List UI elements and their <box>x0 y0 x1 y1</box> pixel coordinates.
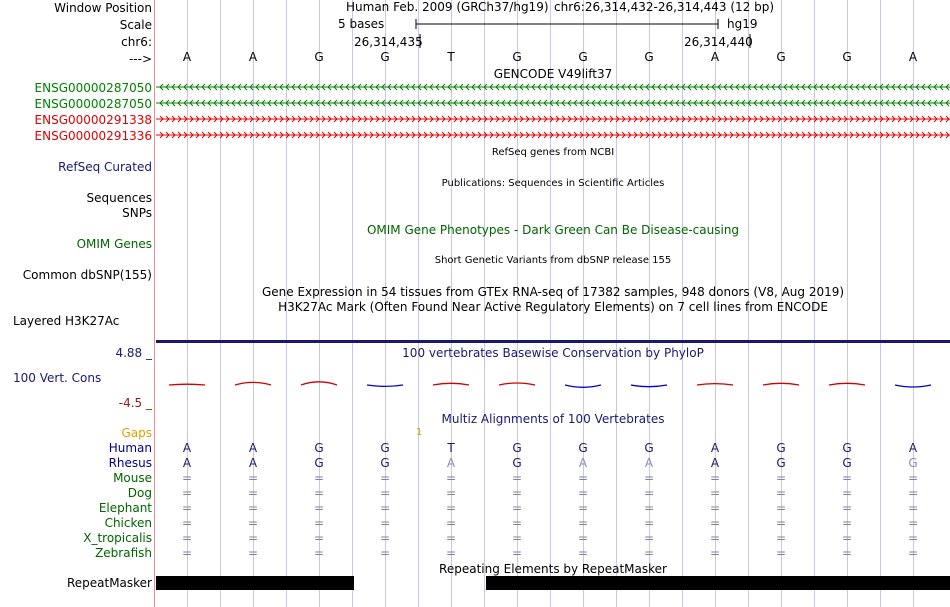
sequence-base: G <box>776 50 786 64</box>
alignment-base: = <box>181 546 193 560</box>
sequence-base: A <box>710 50 720 64</box>
alignment-base: = <box>313 516 325 530</box>
alignment-base: = <box>643 531 655 545</box>
alignment-base: = <box>577 486 589 500</box>
alignment-base: = <box>445 501 457 515</box>
alignment-base: = <box>907 546 919 560</box>
layered-h3k27ac-label[interactable]: Layered H3K27Ac <box>13 314 120 328</box>
alignment-base: = <box>379 516 391 530</box>
alignment-base: T <box>447 441 455 455</box>
scale-bases-text: 5 bases <box>338 17 385 31</box>
coord-left-tick <box>418 34 422 48</box>
scale-db-text: hg19 <box>727 17 758 31</box>
alignment-base: = <box>511 471 523 485</box>
species-label[interactable]: Chicken <box>104 516 152 530</box>
refseq-curated-label[interactable]: RefSeq Curated <box>58 160 152 174</box>
gaps-value: 1 <box>416 427 423 438</box>
alignment-base: = <box>841 531 853 545</box>
position-text[interactable]: chr6:26,314,432-26,314,443 (12 bp) <box>554 0 775 14</box>
sequence-base: A <box>248 50 258 64</box>
cons-min-label: -4.5 _ <box>118 396 152 410</box>
alignment-base: A <box>248 441 258 455</box>
alignment-base: A <box>710 456 720 470</box>
snps-label[interactable]: SNPs <box>122 206 152 220</box>
alignment-base: = <box>577 546 589 560</box>
alignment-base: G <box>776 456 786 470</box>
alignment-base: = <box>775 501 787 515</box>
conservation-plot[interactable] <box>156 370 950 400</box>
alignment-base: A <box>182 441 192 455</box>
alignment-base: A <box>644 456 654 470</box>
alignment-base: A <box>908 441 918 455</box>
repeatmasker-track-title[interactable]: Repeating Elements by RepeatMasker <box>439 562 667 576</box>
alignment-base: A <box>710 441 720 455</box>
species-label[interactable]: X_tropicalis <box>83 531 152 545</box>
omim-genes-label[interactable]: OMIM Genes <box>76 237 152 251</box>
alignment-base: = <box>841 501 853 515</box>
alignment-base: = <box>181 516 193 530</box>
conservation-mark <box>367 385 403 386</box>
gencode-gene-label[interactable]: ENSG00000287050 <box>34 81 152 95</box>
window-position-label: Window Position <box>54 1 152 15</box>
coord-left-text: 26,314,435 <box>354 35 423 49</box>
sequence-base: A <box>182 50 192 64</box>
publications-sequences-label[interactable]: Sequences <box>86 191 152 205</box>
alignment-base: = <box>313 501 325 515</box>
multiz-track-title[interactable]: Multiz Alignments of 100 Vertebrates <box>441 412 665 426</box>
conservation-mark <box>763 383 799 385</box>
alignment-base: = <box>379 531 391 545</box>
alignment-base: = <box>445 516 457 530</box>
alignment-base: A <box>182 456 192 470</box>
alignment-base: = <box>379 501 391 515</box>
alignment-base: = <box>445 486 457 500</box>
alignment-base: = <box>841 486 853 500</box>
scale-label: Scale <box>119 18 152 32</box>
alignment-base: = <box>445 471 457 485</box>
alignment-base: G <box>314 441 324 455</box>
alignment-base: = <box>511 531 523 545</box>
gaps-label: Gaps <box>121 426 152 440</box>
alignment-base: = <box>709 531 721 545</box>
omim-track-title[interactable]: OMIM Gene Phenotypes - Dark Green Can Be Disease-causing <box>366 223 740 237</box>
alignment-base: = <box>643 501 655 515</box>
alignment-base: = <box>313 486 325 500</box>
conservation-mark <box>433 383 469 385</box>
alignment-base: = <box>577 531 589 545</box>
publications-track-title[interactable]: Publications: Sequences in Scientific Articles <box>441 178 665 189</box>
alignment-base: = <box>775 546 787 560</box>
conservation-mark <box>829 383 865 385</box>
alignment-base: = <box>181 501 193 515</box>
sequence-base: G <box>380 50 390 64</box>
alignment-base: G <box>842 456 852 470</box>
alignment-base: G <box>380 441 390 455</box>
alignment-base: = <box>577 516 589 530</box>
alignment-base: = <box>907 471 919 485</box>
alignment-base: = <box>445 546 457 560</box>
alignment-base: = <box>709 486 721 500</box>
sequence-base: G <box>578 50 588 64</box>
alignment-base: G <box>842 441 852 455</box>
gencode-gene-label[interactable]: ENSG00000291338 <box>34 113 152 127</box>
strand-label: ---> <box>128 52 152 66</box>
sequence-base: T <box>447 50 455 64</box>
species-label[interactable]: Human <box>108 441 152 455</box>
alignment-base: = <box>379 471 391 485</box>
alignment-base: = <box>907 516 919 530</box>
sequence-base: G <box>512 50 522 64</box>
alignment-base: = <box>511 486 523 500</box>
alignment-base: = <box>643 486 655 500</box>
alignment-base: = <box>907 531 919 545</box>
dbsnp-track-title[interactable]: Short Genetic Variants from dbSNP release 155 <box>434 255 672 266</box>
conservation-mark <box>235 382 271 385</box>
alignment-base: = <box>709 516 721 530</box>
alignment-base: = <box>379 546 391 560</box>
alignment-base: = <box>775 516 787 530</box>
refseq-track-title[interactable]: RefSeq genes from NCBI <box>491 147 615 158</box>
alignment-base: G <box>776 441 786 455</box>
cons-max-label: 4.88 _ <box>115 346 152 360</box>
gencode-gene-label[interactable]: ENSG00000291336 <box>34 129 152 143</box>
conservation-mark <box>169 384 205 385</box>
alignment-base: = <box>577 471 589 485</box>
sequence-base: G <box>644 50 654 64</box>
alignment-base: = <box>247 546 259 560</box>
gencode-gene-features[interactable] <box>156 80 950 146</box>
alignment-base: = <box>643 516 655 530</box>
species-label[interactable]: Dog <box>127 486 152 500</box>
coord-right-text: 26,314,440 <box>684 35 753 49</box>
repeatmasker-elements[interactable] <box>156 576 950 592</box>
species-label[interactable]: Zebrafish <box>95 546 152 560</box>
alignment-base: = <box>313 531 325 545</box>
conservation-track-title[interactable]: 100 vertebrates Basewise Conservation by PhyloP <box>402 346 704 360</box>
alignment-base: G <box>908 456 918 470</box>
alignment-base: = <box>709 546 721 560</box>
chrom-label: chr6: <box>121 35 152 49</box>
h3k27ac-track-title[interactable]: H3K27Ac Mark (Often Found Near Active Regulatory Elements) on 7 cell lines from ENCODE <box>278 300 828 314</box>
alignment-base: = <box>511 516 523 530</box>
alignment-base: = <box>775 471 787 485</box>
alignment-base: = <box>643 546 655 560</box>
alignment-base: A <box>578 456 588 470</box>
alignment-base: = <box>775 531 787 545</box>
alignment-base: = <box>841 546 853 560</box>
alignment-base: = <box>181 531 193 545</box>
vert-cons-label[interactable]: 100 Vert. Cons <box>13 371 102 385</box>
common-dbsnp-label[interactable]: Common dbSNP(155) <box>22 268 152 282</box>
conservation-mark <box>301 382 337 385</box>
alignment-base: = <box>511 501 523 515</box>
alignment-base: A <box>446 456 456 470</box>
alignment-base: = <box>181 486 193 500</box>
alignment-base: G <box>644 441 654 455</box>
conservation-mark <box>697 384 733 385</box>
alignment-base: = <box>577 501 589 515</box>
h3k27ac-signal-bar <box>156 340 950 344</box>
conservation-mark <box>631 385 667 387</box>
alignment-base: = <box>841 516 853 530</box>
scale-bar <box>415 17 721 31</box>
species-label[interactable]: Elephant <box>98 501 152 515</box>
alignment-base: G <box>314 456 324 470</box>
species-label[interactable]: Mouse <box>113 471 152 485</box>
sequence-base: G <box>842 50 852 64</box>
alignment-base: G <box>512 456 522 470</box>
assembly-text[interactable]: Human Feb. 2009 (GRCh37/hg19) <box>346 0 549 14</box>
coord-right-tick <box>748 34 752 48</box>
conservation-mark <box>499 383 535 385</box>
alignment-base: G <box>380 456 390 470</box>
alignment-base: = <box>841 471 853 485</box>
conservation-mark <box>895 385 931 387</box>
alignment-base: = <box>247 516 259 530</box>
gtex-track-title[interactable]: Gene Expression in 54 tissues from GTEx RNA-seq of 17382 samples, 948 donors (V8, Aug 2019) <box>261 285 845 299</box>
conservation-mark <box>565 385 601 387</box>
alignment-base: = <box>511 546 523 560</box>
alignment-base: = <box>907 501 919 515</box>
alignment-base: = <box>313 546 325 560</box>
alignment-base: = <box>709 501 721 515</box>
alignment-base: = <box>445 531 457 545</box>
sequence-base: G <box>314 50 324 64</box>
alignment-base: = <box>247 471 259 485</box>
alignment-base: = <box>181 471 193 485</box>
sequence-base: A <box>908 50 918 64</box>
alignment-base: G <box>512 441 522 455</box>
alignment-base: = <box>709 471 721 485</box>
repeatmasker-label[interactable]: RepeatMasker <box>66 576 152 590</box>
species-label[interactable]: Rhesus <box>108 456 152 470</box>
alignment-base: A <box>248 456 258 470</box>
alignment-base: = <box>247 501 259 515</box>
alignment-base: = <box>907 486 919 500</box>
gencode-gene-label[interactable]: ENSG00000287050 <box>34 97 152 111</box>
gencode-track-title[interactable]: GENCODE V49lift37 <box>493 67 613 81</box>
alignment-base: = <box>247 531 259 545</box>
alignment-base: G <box>578 441 588 455</box>
alignment-base: = <box>643 471 655 485</box>
alignment-base: = <box>247 486 259 500</box>
alignment-base: = <box>775 486 787 500</box>
alignment-base: = <box>313 471 325 485</box>
alignment-base: = <box>379 486 391 500</box>
